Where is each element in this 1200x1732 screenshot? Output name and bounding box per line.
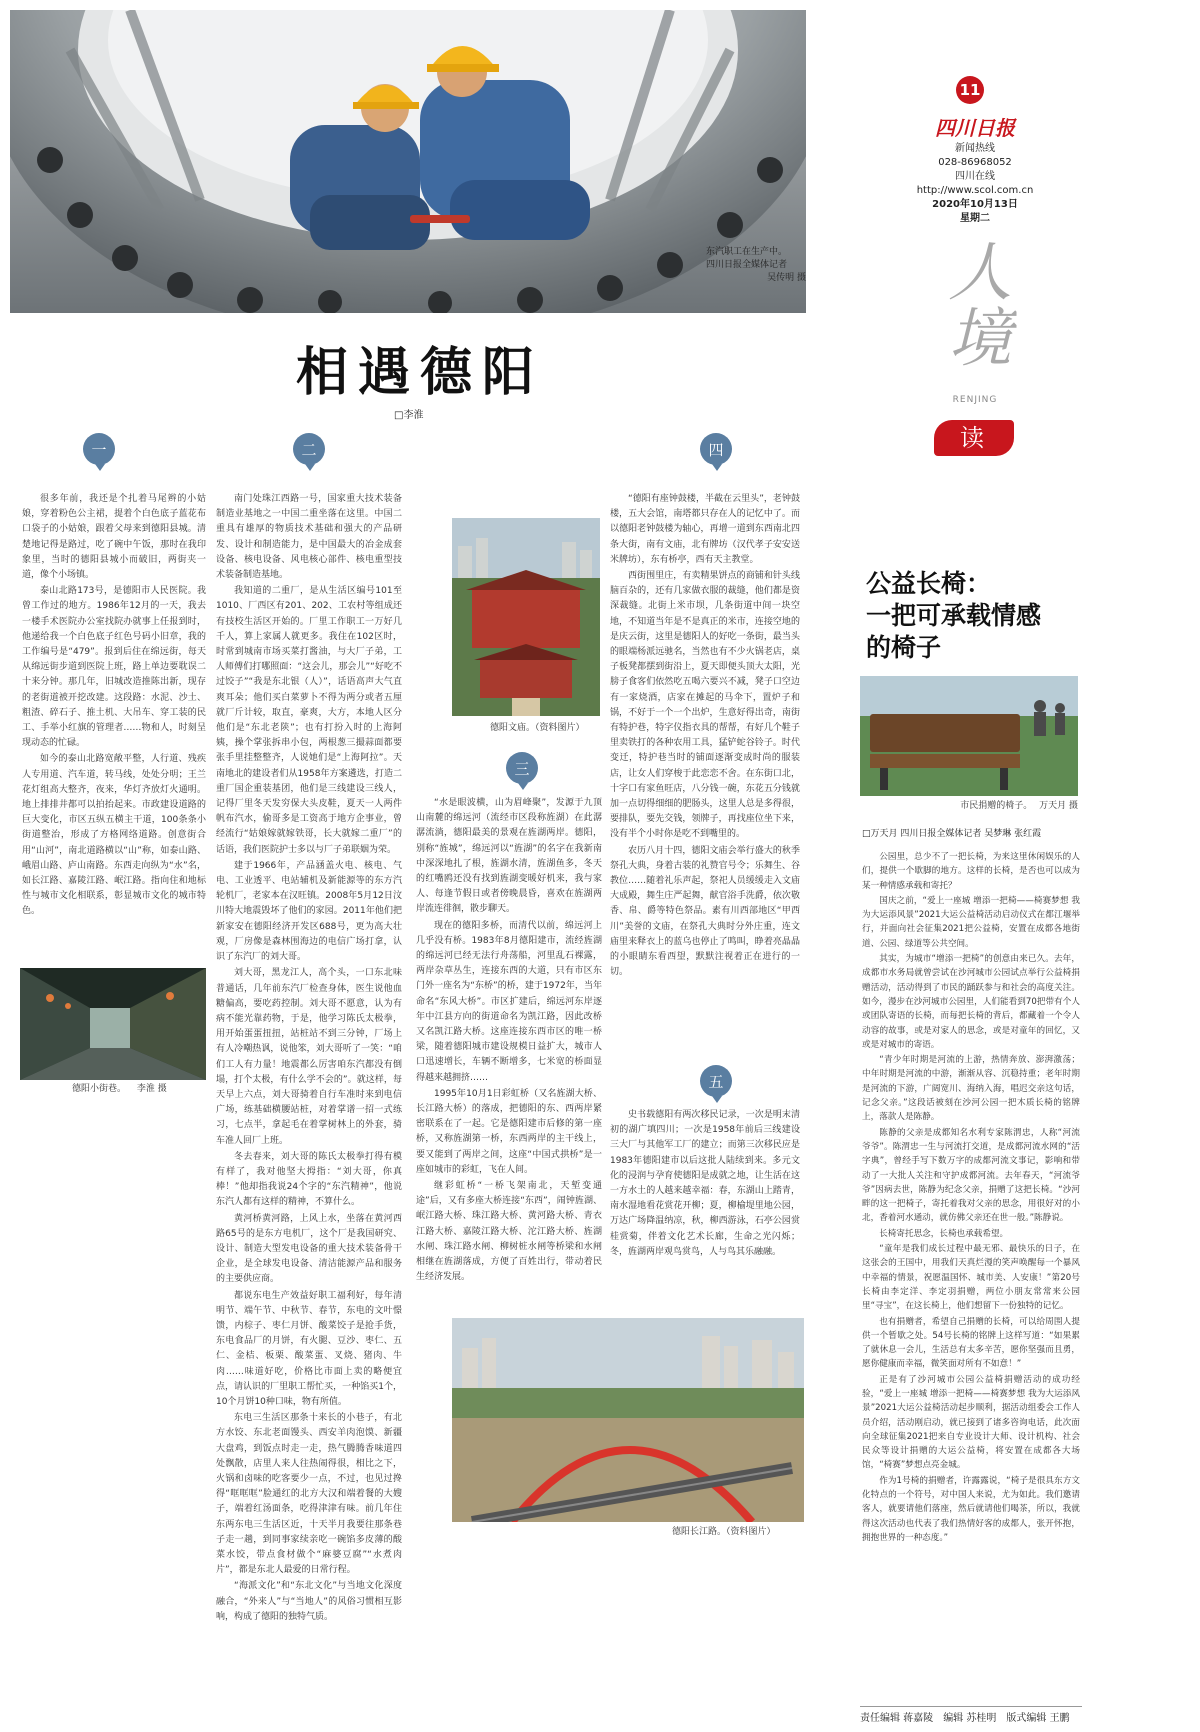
factory-gear-illustration	[10, 10, 806, 313]
sidebar-byline: □万天月 四川日报全媒体记者 吴梦琳 张红霞	[862, 829, 1042, 839]
paragraph: 作为1号椅的捐赠者，许露露说，“椅子是很具东方文化特点的一个符号，对中国人来说，尤为如此。我们邀请客人，就要请他们落座，然后就请他们喝茶，所以，我就得这次活动也代表了我们热情好客的成都人，张开怀抱，拥抱世界的一种态度。”	[862, 1475, 1080, 1543]
sidebar-body	[862, 850, 1080, 1546]
alley-illustration	[20, 968, 206, 1080]
online-label: 四川在线	[955, 171, 995, 182]
footer-editor: 版式编辑 王鹏	[1006, 1713, 1070, 1724]
sidebar-title	[866, 568, 1088, 664]
paragraph: 正是有了沙河城市公园公益椅捐赠活动的成功经验，“爱上一座城 增添一把椅——椅赛梦想 我为大运添风景”2021大运公益椅活动起步顺利，据活动组委会工作人员介绍，活动刚启动，就已接到了诸多咨询电话，此次面向全球征集2021把来自专业设计大师、设计机构、社会民众等设计捐赠的大运公益椅，将安置在成都各大场馆，“椅赛”梦想点亮金城。	[862, 1374, 1080, 1471]
footer-editor: 责任编辑 蒋嘉陵	[860, 1713, 934, 1724]
website: http://www.scol.com.cn	[916, 185, 1034, 196]
paragraph: 也有捐赠者，希望自己捐赠的长椅，可以给周围人提供一个暂歇之处。54号长椅的铭牌上这样写道：“如果累了就休息一会儿，生活总有太多辛苦，愿你坚强而且勇，愿你健康而幸福，微笑面对所有不如意！”	[862, 1316, 1080, 1370]
article-title: 相遇德阳	[295, 342, 544, 403]
paragraph: 很多年前，我还是个扎着马尾辫的小姑娘，穿着粉色公主裙，提着个白色底子蓝花布口袋子的小姑娘，跟着父母来到德阳县城。清楚地记得是路过，吃了碗中午饭，那时在我印象里，当时的德阳县城小而破旧，两街夹一道，像个小场镇。	[22, 494, 206, 581]
section-badge-2: 二	[293, 433, 325, 465]
article-byline: □李淮	[394, 410, 424, 421]
paragraph: 史书载德阳有两次移民记录，一次是明末清初的湖广填四川；一次是1958年前后三线建设三大厂与其他军工厂的建立；而第三次移民应是1983年德阳建市以后这批人陆续到来。多元文化的浸润与孕育使德阳是成就之地，让生活在这一方水土的人越来越幸福：春，东湖山上踏青，南水湿地看花赏花开柳；夏，柳榆堤里地公园，万达广场降温纳凉，秋，柳西游泳，石亭公园赏桂赏菊，伴着文化艺术长廊，生命之光闪烁；冬，旌湖两岸观鸟赏鸟，人与鸟其乐融融。	[610, 1110, 800, 1257]
masthead	[900, 70, 1050, 488]
caption-line: 四川日报全媒体记者	[706, 260, 788, 270]
bridge-caption: 德阳长江路。（资料图片）	[672, 1527, 776, 1537]
page-number: 11	[956, 76, 984, 104]
paragraph: “青少年时期是河流的上游，热情奔放、澎湃激荡；中年时期是河流的中游，渐渐从容、沉稳持重；老年时期是河流的下游，广阔宽川、海纳入海，唱迟交亲这句话，记念父亲。”这段话被刻在沙河公园一把木质长椅的铭牌上，落款人是陈静。	[862, 1055, 1080, 1123]
temple-illustration	[452, 518, 600, 716]
top-photo-caption	[706, 246, 806, 285]
hotline-label: 新闻热线	[955, 143, 995, 154]
paragraph: 国庆之前，“爱上一座城 增添一把椅——椅赛梦想 我为大运添风景”2021大运公益椅活动启动仪式在都江堰举行，并面向社会征集2021把公益椅，安置在成都各地街道、公园、绿道等公共空间。	[862, 895, 1080, 949]
paragraph: 其实，为城市“增添一把椅”的创意由来已久。去年，成都市水务局就曾尝试在沙河城市公园试点举行公益椅捐赠活动，活动得到了市民的踊跃参与和社会的高度关注。如今，漫步在沙河城市公园里，人们能看到70把带有个人或团队寄语的长椅，而每把长椅的背后，都藏着一个令人动容的故事，或是对家人的思念，或是对童年的回忆，又或是对城市的寄语。	[862, 954, 1080, 1050]
alley-photo	[20, 968, 206, 1080]
paragraph: 长椅寄托思念，长椅也承载希望。	[879, 1228, 1009, 1239]
temple-caption: 德阳文庙。（资料图片）	[490, 723, 585, 733]
caption-line: 吴传明 摄	[767, 273, 806, 283]
caption-credit: 万天月 摄	[1039, 801, 1078, 811]
alley-caption	[72, 1083, 212, 1096]
bridge-illustration	[452, 1318, 804, 1522]
paragraph: “水是眼波横，山为眉峰聚”，发源于九顶山南麓的绵远河（流经市区段称旌湖）在此潺潺流淌，德阳最美的景观在旌湖两岸。德阳，别称“旌城”，绵远河以“旌湖”的名字在我新南中深深地扎了根，旌湖水清，旌湖鱼多，冬天的红嘴鸥还没有找到旌湖变暖好机来，我与家人、每逢节假日或者傍晚晨昏，喜欢在旌湖两岸流连徘徊，散步聊天。	[416, 798, 602, 915]
paragraph: 现在的德阳多桥，而清代以前，绵远河上几乎没有桥。1983年8月德阳建市，流经旌湖的绵远河已经无法行舟荡船，河里乱石裸露，两岸杂草丛生，连接东西的大道，只有市区东门外一座名为“东桥”的桥，建于1972年，当年命名“东风大桥”。市区扩建后，绵远河东岸逐年中江县方向的街道命名为凯江路，因此改桥又名凯江路大桥。这座连接东西市区的唯一桥梁，随着德阳城市建设规模日益扩大，城市人口迅速增长，车辆不断增多，七米宽的桥面显得越来越拥挤……	[416, 920, 602, 1083]
paragraph: 建于1966年，产品涵盖火电、核电、气电、工业透平、电站辅机及新能源等的东方汽轮机厂，老家本在汉旺镇。2008年5月12日汶川特大地震毁坏了他们的家园。2011年他们把新家安在德阳经济开发区688号，更为高大壮观，厂房像是森林围海边的电信广场打拿，认识了东汽厂的刘大哥。	[216, 860, 402, 963]
paragraph: 如今的泰山北路宽敞平整，人行道、残疾人专用道、汽车道，转马线，处处分明；王兰花灯组高大整齐，夜来，华灯齐放灯火通明。地上排排井都可以拍抬起来。市政建设道路的巨大变化，市区五纵五横主干道，100条条小街道整治，形成了方格网络道路。创意街合用“山河”，南北道路横以“山”称，如泰山路、峨眉山路、庐山南路。东西走向纵为“水”名，如长江路、嘉陵江路、岷江路。指向住和地标性与城市文化相联系，彰显城市文化的城市特色。	[22, 754, 206, 917]
footer-editor: 编辑 苏桂明	[943, 1713, 997, 1724]
caption-text: 德阳小街巷。	[72, 1084, 127, 1094]
caption-text: 市民捐赠的椅子。	[960, 801, 1033, 811]
section-title: 人境	[937, 238, 1011, 370]
top-photo	[10, 10, 806, 313]
issue-weekday: 星期二	[960, 213, 990, 224]
paragraph: 公园里，总少不了一把长椅，为来这里休闲娱乐的人们，提供一个歇脚的地方。这样的长椅，是否也可以成为某一种情感承载和寄托？	[862, 852, 1080, 891]
paragraph: 继彩虹桥“一桥飞架南北，天堑变通途”后，又有多座大桥连接“东西”，闹钟旌湖、岷江路大桥、珠江路大桥、黄河路大桥、青衣江路大桥、嘉陵江路大桥、沱江路大桥、旌湖水闸、珠江路水闸、柳树桩水闸等桥梁和水闸相继在旌湖落成，方便了百姓出行，带动着民生经济发展。	[416, 1181, 602, 1283]
footer-bar	[860, 1706, 1082, 1726]
paragraph: “德阳有座钟鼓楼，半截在云里头”，老钟鼓楼，五大会馆，南塔都只存在人的记忆中了。而以德阳老钟鼓楼为轴心，再增一道到东西南北四条大街，南有文庙，北有牌坊（汉代孝子安安送米牌坊），东有桥亭，西有天主教堂。	[610, 494, 800, 565]
paragraph: 东电三生活区那条十来长的小巷子，有北方水饺、东北老面馒头、西安羊肉泡馍、新疆大盘鸡，到饭点时走一走，热气腾腾香味道四处飘散，店里人来人往热闹得很，相比之下，火锅和卤味的吃客要少一点，不过，也见过搀得“哐哐哐”脸通红的北方大汉和端着餐的大嫂子，端着红汤面条，吃得津津有味。前几年住东两东电三生活区近，十天半月我要往那条巷子走一趟，到同事家续亲吃一碗馅多皮薄的酸菜水饺，带点食材做个“麻婆豆腐”“水煮肉片”，都是东北人最爱的日常行程。	[216, 1413, 402, 1576]
article-column-2	[216, 492, 402, 1626]
paragraph: “童年是我们成长过程中最无邪、最快乐的日子，在这张会的王国中，用我们天真烂漫的笑声唤醒每一个暴风中幸福的情景，祝愿温国怀、城市美、人安康！”第20号长椅由李定洋、李定羽捐赠，两位小朋友常常来公园里“寻宝”，在这长椅上，他们想留下一份独特的记忆。	[862, 1244, 1080, 1312]
paragraph: 都说东电生产效益好职工福利好，每年清明节、端午节、中秋节、春节，东电的文叶憬馈，内棕子、枣仁月饼、酸菜饺子是抢手货，东电食品厂的月饼，有火腿、豆沙、枣仁、五仁、金桔、板栗、酸菜蛋、叉烧、猪肉、牛肉……味道好吃，价格比市面上卖的略便宜点，请认识的厂里职工帮忙买，一种馅买1个，10个月饼10种口味，物有所值。	[216, 1290, 402, 1407]
subsection-label: 读城	[960, 424, 998, 488]
section-badge-1: 一	[83, 433, 115, 465]
sidebar-title-line: 一把可承载情感	[866, 601, 1042, 630]
paragraph: 南门处珠江西路一号，国家重大技术装备制造业基地之一中国二重坐落在这里。中国二重具有雄厚的物质技术基础和强大的产品研发、设计和制造能力，是中国最大的冶金成套设备、核电设备、风电核心部件、核电重型技术装备制造基地。	[216, 494, 402, 581]
paragraph: “海派文化”和“东北文化”与当地文化深度融合，“外来人”与“当地人”的风俗习惯相互影响，构成了德阳的独特气质。	[216, 1581, 402, 1622]
paragraph: 刘大哥，黑龙江人，高个头，一口东北味普通话，几年前东汽厂检查身体，医生说他血糖偏高，要吃药控制。刘大哥不愿意，认为有病不能光靠药物，于是，他学习陈氏太极拳，用开始蛋蛋扭扭，站桩站不到三分钟，厂场上有人冷嘲热讽，说他笨，刘大哥听了一笑：“咱们工人有力量！地震都么厉害咱东汽都没有倒塌，打个太极，有什么学不会的”。就这样，每天早上六点，刘大哥骑着自行车准时来到电信广场，练基础横腰站桩，对着掌谱一招一式练习，七点半，拿起毛在着掌树林上的外套，骑车准人回厂上班。	[216, 968, 402, 1146]
article-column-1	[22, 492, 206, 921]
paragraph: 我知道的二重厂，是从生活区编号101至1010、厂西区有201、202、工农村等组成还有技校生活区开始的。厂里工作职工一万好几千人，算上家属人就更多。我住在102区时，时常到城南市场买菜打酱油，与大厂子弟，工人师傅们打哪照面：“这会儿，那会儿”“好吃不过饺子”“我是东北银（人）”，话语高声大气直爽耳朵；他们买白菜萝卜不得为两分或者五厘就厂斤计较，取直，豪爽，大方，本地人区分他们是“东北老陕”；也有打扮入时的上海阿姨，操个掌张拆串小包，两根葱三撮蒜面都要张手里挂整整齐，人说她们是“上海阿拉”。天南地北的建设者们从1958年方案遴选，打造二重厂国企重装基团，他们是三线建设三线人，记得厂里冬天发穷保大头皮鞋，夏天一人两件帆布汽水，偷哥多是工资高于地方企事业，曾经流行“姑娘嫁就嫁铁哥，长大就嫁二重厂”的话语，我们医院护士多以与厂子弟联姻为荣。	[216, 586, 402, 855]
section-pinyin: RENJING	[952, 395, 998, 405]
temple-photo	[452, 518, 600, 716]
paragraph: 1995年10月1日彩虹桥（又名旌湖大桥、长江路大桥）的落成，把德阳的东、西两岸紧密联系在了一起。它是德阳建市后修的第一座桥，又称旌湖第一桥，东西两岸的主干线上，要又能到了两岸之间，这座“中国式拱桥”是一座如城市的彩虹，飞在人间。	[416, 1088, 602, 1175]
paragraph: 农历八月十四，德阳文庙会举行盛大的秋季祭孔大典，身着古装的礼赞官号令；乐舞生、谷教位……随着礼乐声起，祭祀人员缓缓走入文庙大成殿，舞生庄严起舞，献官浴手洗爵，依次敬香、帛、爵等特色祭品。素有川西部地区“甲西川”美誉的文庙，在祭孔大典时分外庄重，连文庙里来释衣上的蓝乌也停止了鸣叫，睁着亮晶晶的小眼睛东看西望，默默注视着正在进行的一切。	[610, 845, 800, 978]
bench-photo	[860, 676, 1078, 796]
subsection-badge	[934, 420, 1014, 488]
bench-caption	[928, 800, 1078, 813]
paragraph: 西街围里庄，有卖精果饼点的商铺和针头线脑百杂的，还有几家做衣服的裁缝，他们都是资深裁缝。北街上米市坝，几条街道中间一块空地，不知道当年是不是真正的米市，连接空地的是庆云街，这里是德阳人的好吃一条街，最当头的眼端杨派远驰名，当然也有不少火锅老店，桌子板凳都摆到街沿上，夏天即便头顶大太阳，光膀子食客们依然吃五喝六要兴不减，凳子口空边有一家烧酒，店家在摊起的马伞下，置炉子和锅，不好于一个一个出炉，生意好得出奇，南街有特护巷，特字仪指衣具的帮帮，有好几个鞋子里卖铁打的各种农用工具，猛铲蛇谷铃子。时代变迁，特护巷当时的铺面逐渐变成时尚的服装店，让女人们穿梭于此恋恋不舍。在东街口北，十字口有家鱼旺店，八分钱一碗，东花五分钱就加一点切得细细的肥肠头，这里人总是多得很，要排队，要先交钱，领牌子，再找座位坐下来，没有半个小时你是吃不到嘴里的。	[610, 571, 800, 840]
paragraph: 冬去春来，刘大哥的陈氏太极拳打得有模有样了，我对他坚大拇指：“刘大哥，你真棒！”他却指我说24个字的“东汽精神”，他说东汽人都有这样的精神，不算什么。	[216, 1151, 402, 1208]
sidebar-title-line: 公益长椅：	[866, 569, 992, 598]
section-badge-3: 三	[506, 752, 538, 784]
section-badge-5: 五	[700, 1065, 732, 1097]
caption-credit: 李淮 摄	[136, 1084, 167, 1094]
paragraph: 陈静的父亲是成都知名水利专家陈渭忠，人称“河流爷爷”。陈渭忠一生与河流打交道，是成都河流水网的“活字典”，曾经手写下数万字的成都河流文事记，影响和带动了一大批人关注和守护成都河流。去年春天，“河流爷爷”因病去世，陈静为纪念父亲，捐赠了这把长椅。“沙河畔的这一把椅子，寄托着我对父亲的思念，用很好对的小北，香着河水通动，就仿佛父亲还在世一般。”陈静说。	[862, 1127, 1080, 1224]
sidebar-title-line: 的椅子	[866, 633, 942, 662]
bridge-photo	[452, 1318, 804, 1522]
article-column-5	[610, 1108, 800, 1261]
paper-name: 四川日报	[935, 116, 1015, 140]
section-badge-4: 四	[700, 433, 732, 465]
article-column-4	[610, 492, 800, 982]
caption-line: 东汽职工在生产中。	[706, 247, 788, 257]
issue-date: 2020年10月13日	[932, 199, 1018, 210]
bench-illustration	[860, 676, 1078, 796]
paragraph: 黄河桥黄河路，上风上水，坐落在黄河西路65号的是东方电机厂，这个厂是我国研究、设计、制造大型发电设备的重大技术装备骨干企业，是全球发电设备、清洁能源产品和服务的主要供应商。	[216, 1213, 402, 1285]
paragraph: 泰山北路173号，是德阳市人民医院。我曾工作过的地方。1986年12月的一天，我去一楼手术医院办公室找院办就事上任报到时，他递给我一个白色底子红色号码小旧章，我的工作编号是“479”。报到后住在绵远街，每天从绵远街步道到医院上班，路上单边要耽误二十来分钟。那几年，旧城改造推陈出新，现存的老街道被开挖改建。这段路：水泥、沙土、粗渣、碎石子、推土机、大吊车、穿工装的民工、手举小红旗的管理者……物和人，时刻呈现动态的忙碌。	[22, 586, 206, 749]
hotline-number: 028-86968052	[938, 157, 1012, 168]
article-column-3	[416, 796, 602, 1287]
